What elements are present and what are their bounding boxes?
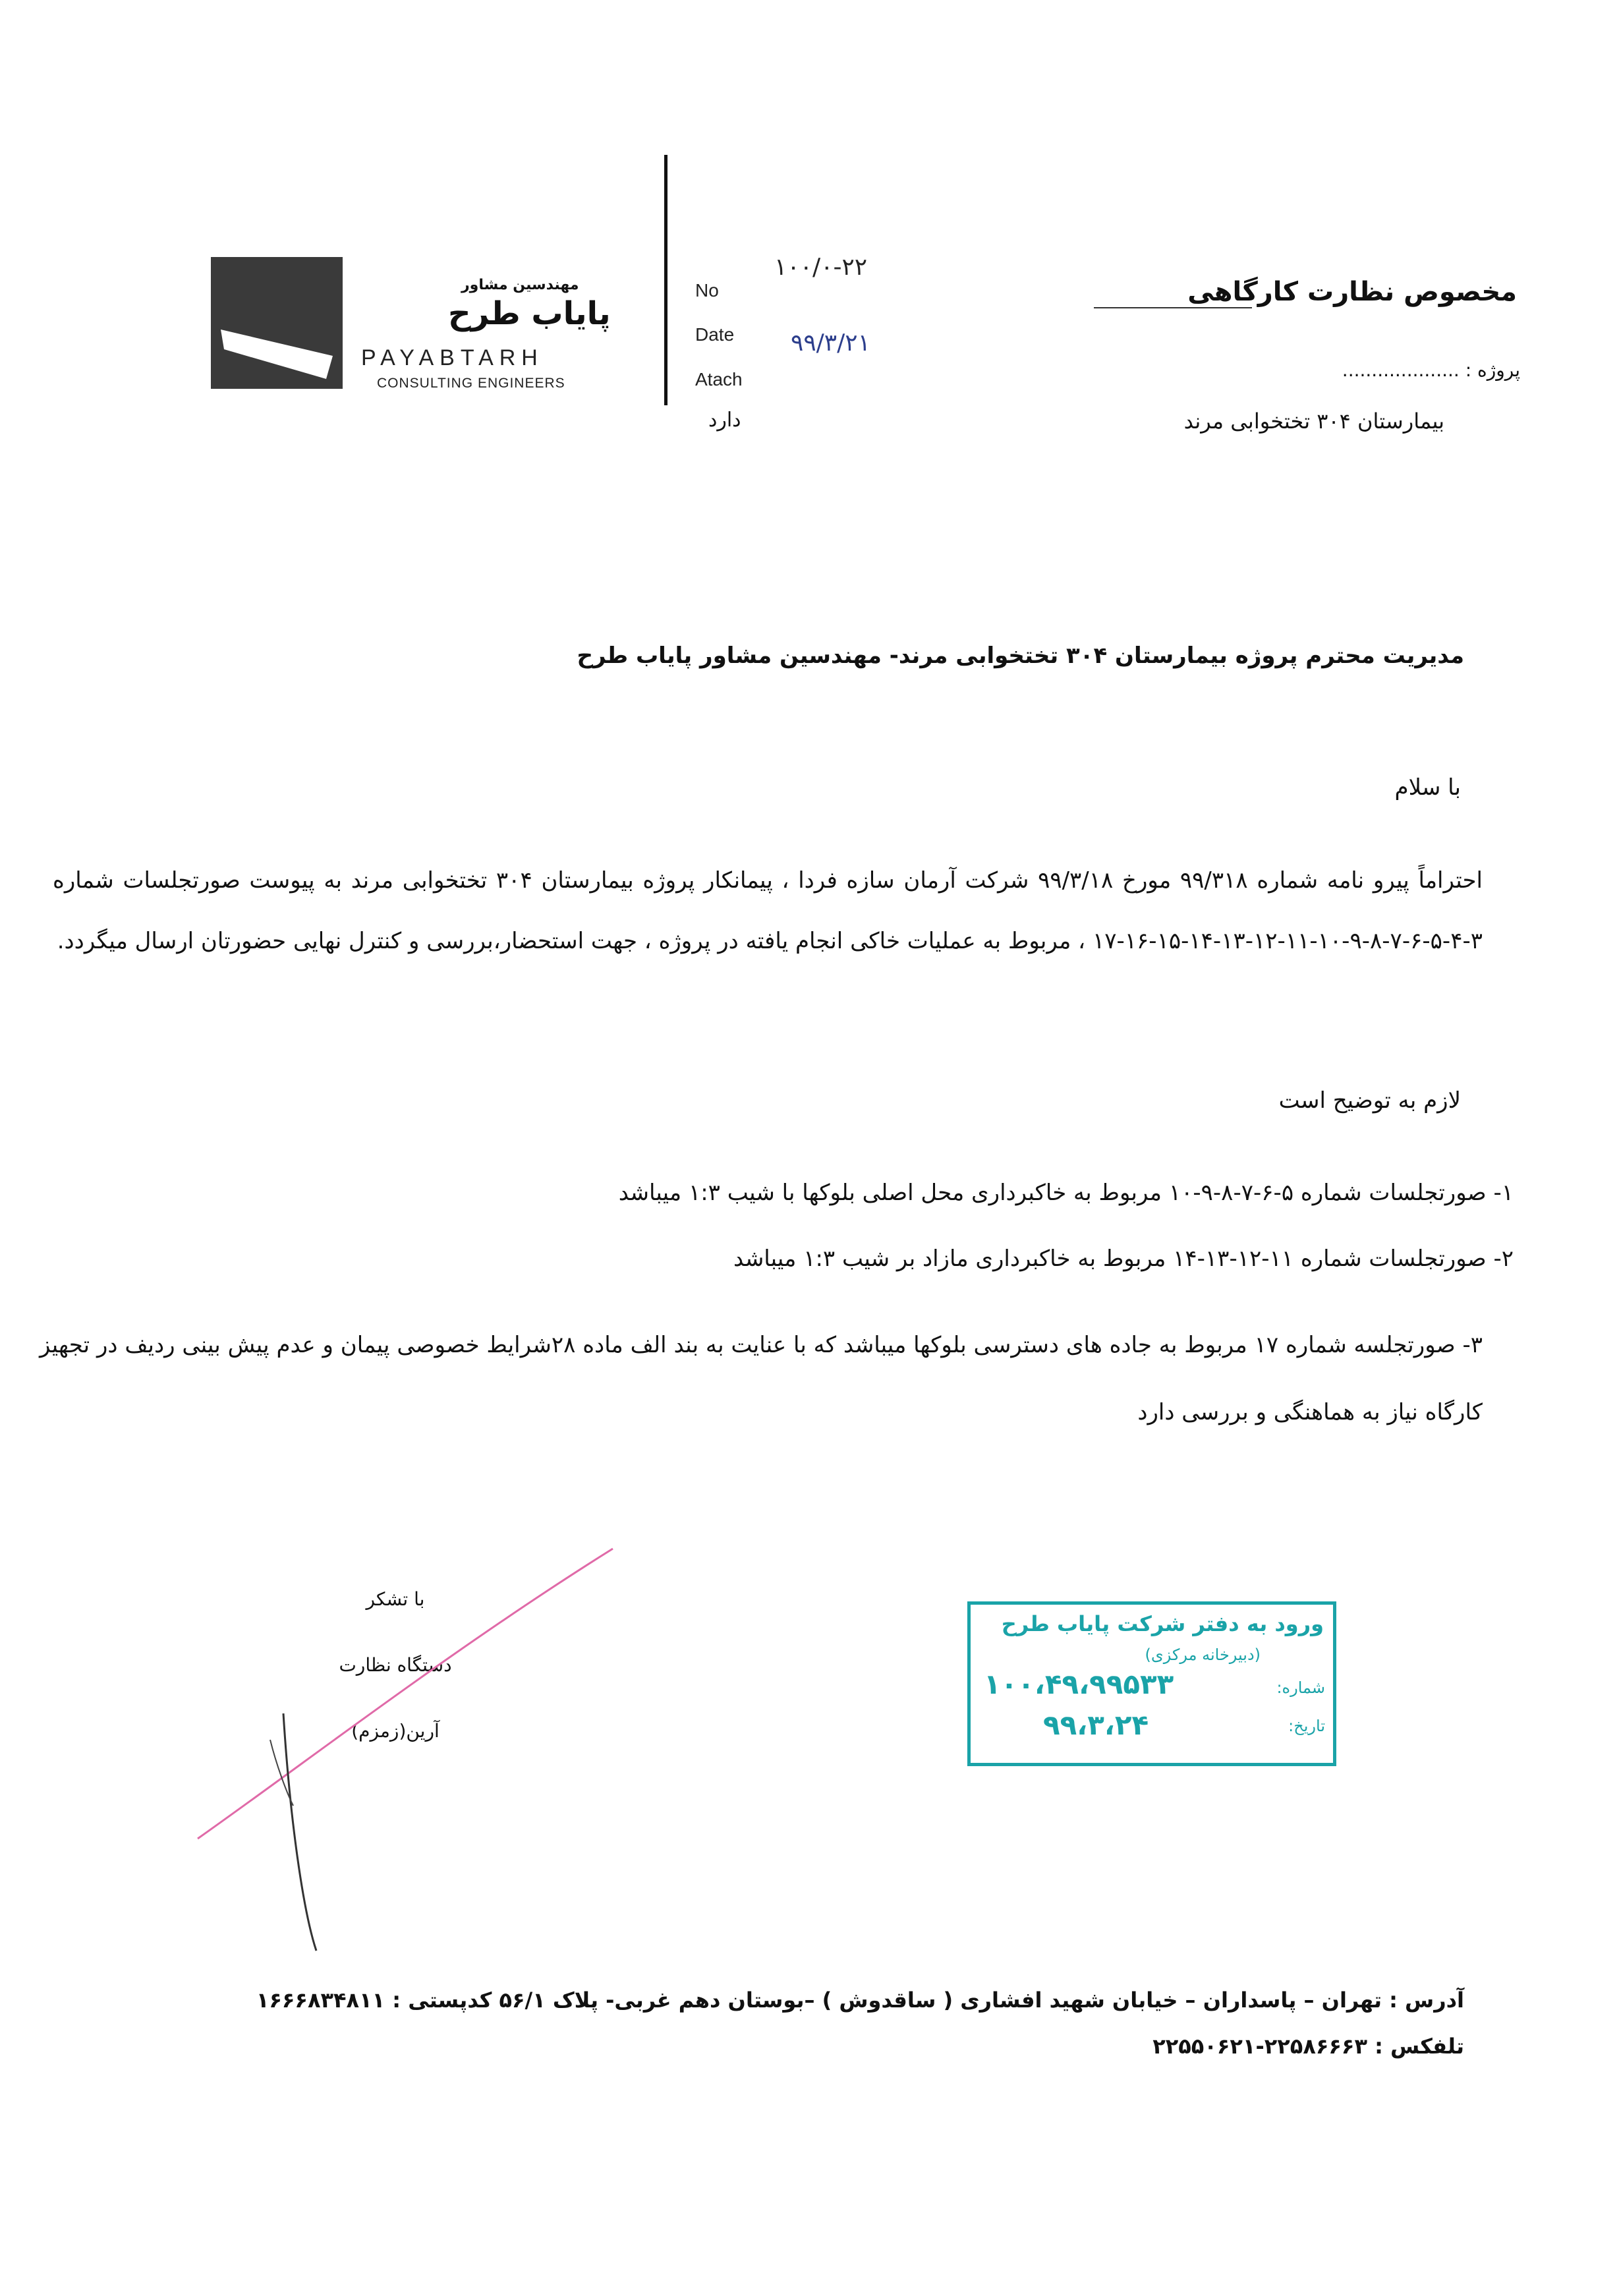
department: دستگاه نظارت xyxy=(339,1654,452,1676)
project-label: پروژه : .................... xyxy=(1342,359,1520,381)
logo-name-en: PAYABTARH xyxy=(361,345,544,370)
body-paragraph: احتراماً پیرو نامه شماره ۹۹/۳۱۸ مورخ ۹۹/۳/۱۸ شرکت آرمان سازه فردا ، پیمانکار پروژه بیمارستان ۳۰۴ تختخوابی مرند به پیوست صورتجلسات شماره ۳-۴-۵-۶-۷-۸-۹-۱۰-۱۱-۱۲-۱۳-۱۴-۱۵-۱۶-۱۷ ، مربوط به عملیات خاکی انجام یافته در پروژه ، جهت استحضار،بررسی و کنترل نهایی حضورتان ارسال میگردد. xyxy=(53,867,1483,954)
document-type-underline xyxy=(1094,307,1252,308)
logo-mark-icon xyxy=(211,257,343,389)
closing: با تشکر xyxy=(366,1588,425,1610)
no-label: No xyxy=(695,280,719,301)
list-item: ۲- صورتجلسات شماره ۱۱-۱۲-۱۳-۱۴ مربوط به خاکبرداری مازاد بر شیب ۱:۳ میباشد xyxy=(733,1246,1514,1272)
addressee: مدیریت محترم پروژه بیمارستان ۳۰۴ تختخوابی مرند- مهندسین مشاور پایاب طرح xyxy=(577,643,1464,669)
logo-name-fa-small: مهندسین مشاور xyxy=(461,277,579,293)
company-logo xyxy=(211,257,343,389)
stamp-number-value: ۱۰۰،۴۹،۹۹۵۳۳ xyxy=(984,1668,1174,1700)
stamp-title: ورود به دفتر شرکت پایاب طرح xyxy=(1001,1611,1324,1636)
stamp-subtitle: (دبیرخانه مرکزی) xyxy=(1145,1646,1261,1664)
stamp-date-value: ۹۹،۳،۲۴ xyxy=(1043,1709,1149,1741)
logo-name-fa: پایاب طرح xyxy=(448,295,611,332)
signature-strokes xyxy=(178,1542,639,1957)
header-divider xyxy=(664,155,667,405)
footer-address: آدرس : تهران – پاسداران – خیابان شهید افشاری ( ساقدوش ) –بوستان دهم غربی- پلاک ۵۶/۱ کدپستی : ۱۶۶۶۸۳۴۸۱۱ xyxy=(256,1988,1464,2013)
logo-subtitle-en: CONSULTING ENGINEERS xyxy=(377,376,565,391)
list-item: ۳- صورتجلسه شماره ۱۷ مربوط به جاده های دسترسی بلوکها میباشد که با عنایت به بند الف ماده ۲۸شرایط خصوصی پیمان و عدم پیش بینی ردیف در تجهیز کارگاه نیاز به هماهنگی و بررسی دارد xyxy=(40,1332,1483,1425)
footer-telfax: تلفکس : ۲۲۵۸۶۶۶۳-۲۲۵۵۰۶۲۱ xyxy=(1152,2034,1464,2059)
project-name: بیمارستان ۳۰۴ تختخوابی مرند xyxy=(1183,409,1444,434)
note-intro: لازم به توضیح است xyxy=(1278,1087,1461,1114)
attach-label: Atach xyxy=(695,369,743,389)
stamp-date-label: تاریخ: xyxy=(1288,1717,1325,1735)
date-value: ۹۹/۳/۲۱ xyxy=(791,330,870,357)
date-label: Date xyxy=(695,324,735,345)
stamp-number-label: شماره: xyxy=(1276,1679,1325,1697)
greeting: با سلام xyxy=(1394,774,1461,801)
no-value: ۱۰۰/۰-۲۲ xyxy=(774,254,868,281)
list-item: ۱- صورتجلسات شماره ۵-۶-۷-۸-۹-۱۰ مربوط به خاکبرداری محل اصلی بلوکها با شیب ۱:۳ میباشد xyxy=(618,1180,1514,1206)
attach-value: دارد xyxy=(708,409,741,432)
document-type: مخصوص نظارت کارگاهی xyxy=(1187,277,1517,307)
signer-name: آرین(زمزم) xyxy=(351,1720,440,1742)
receipt-stamp xyxy=(967,1601,1336,1766)
